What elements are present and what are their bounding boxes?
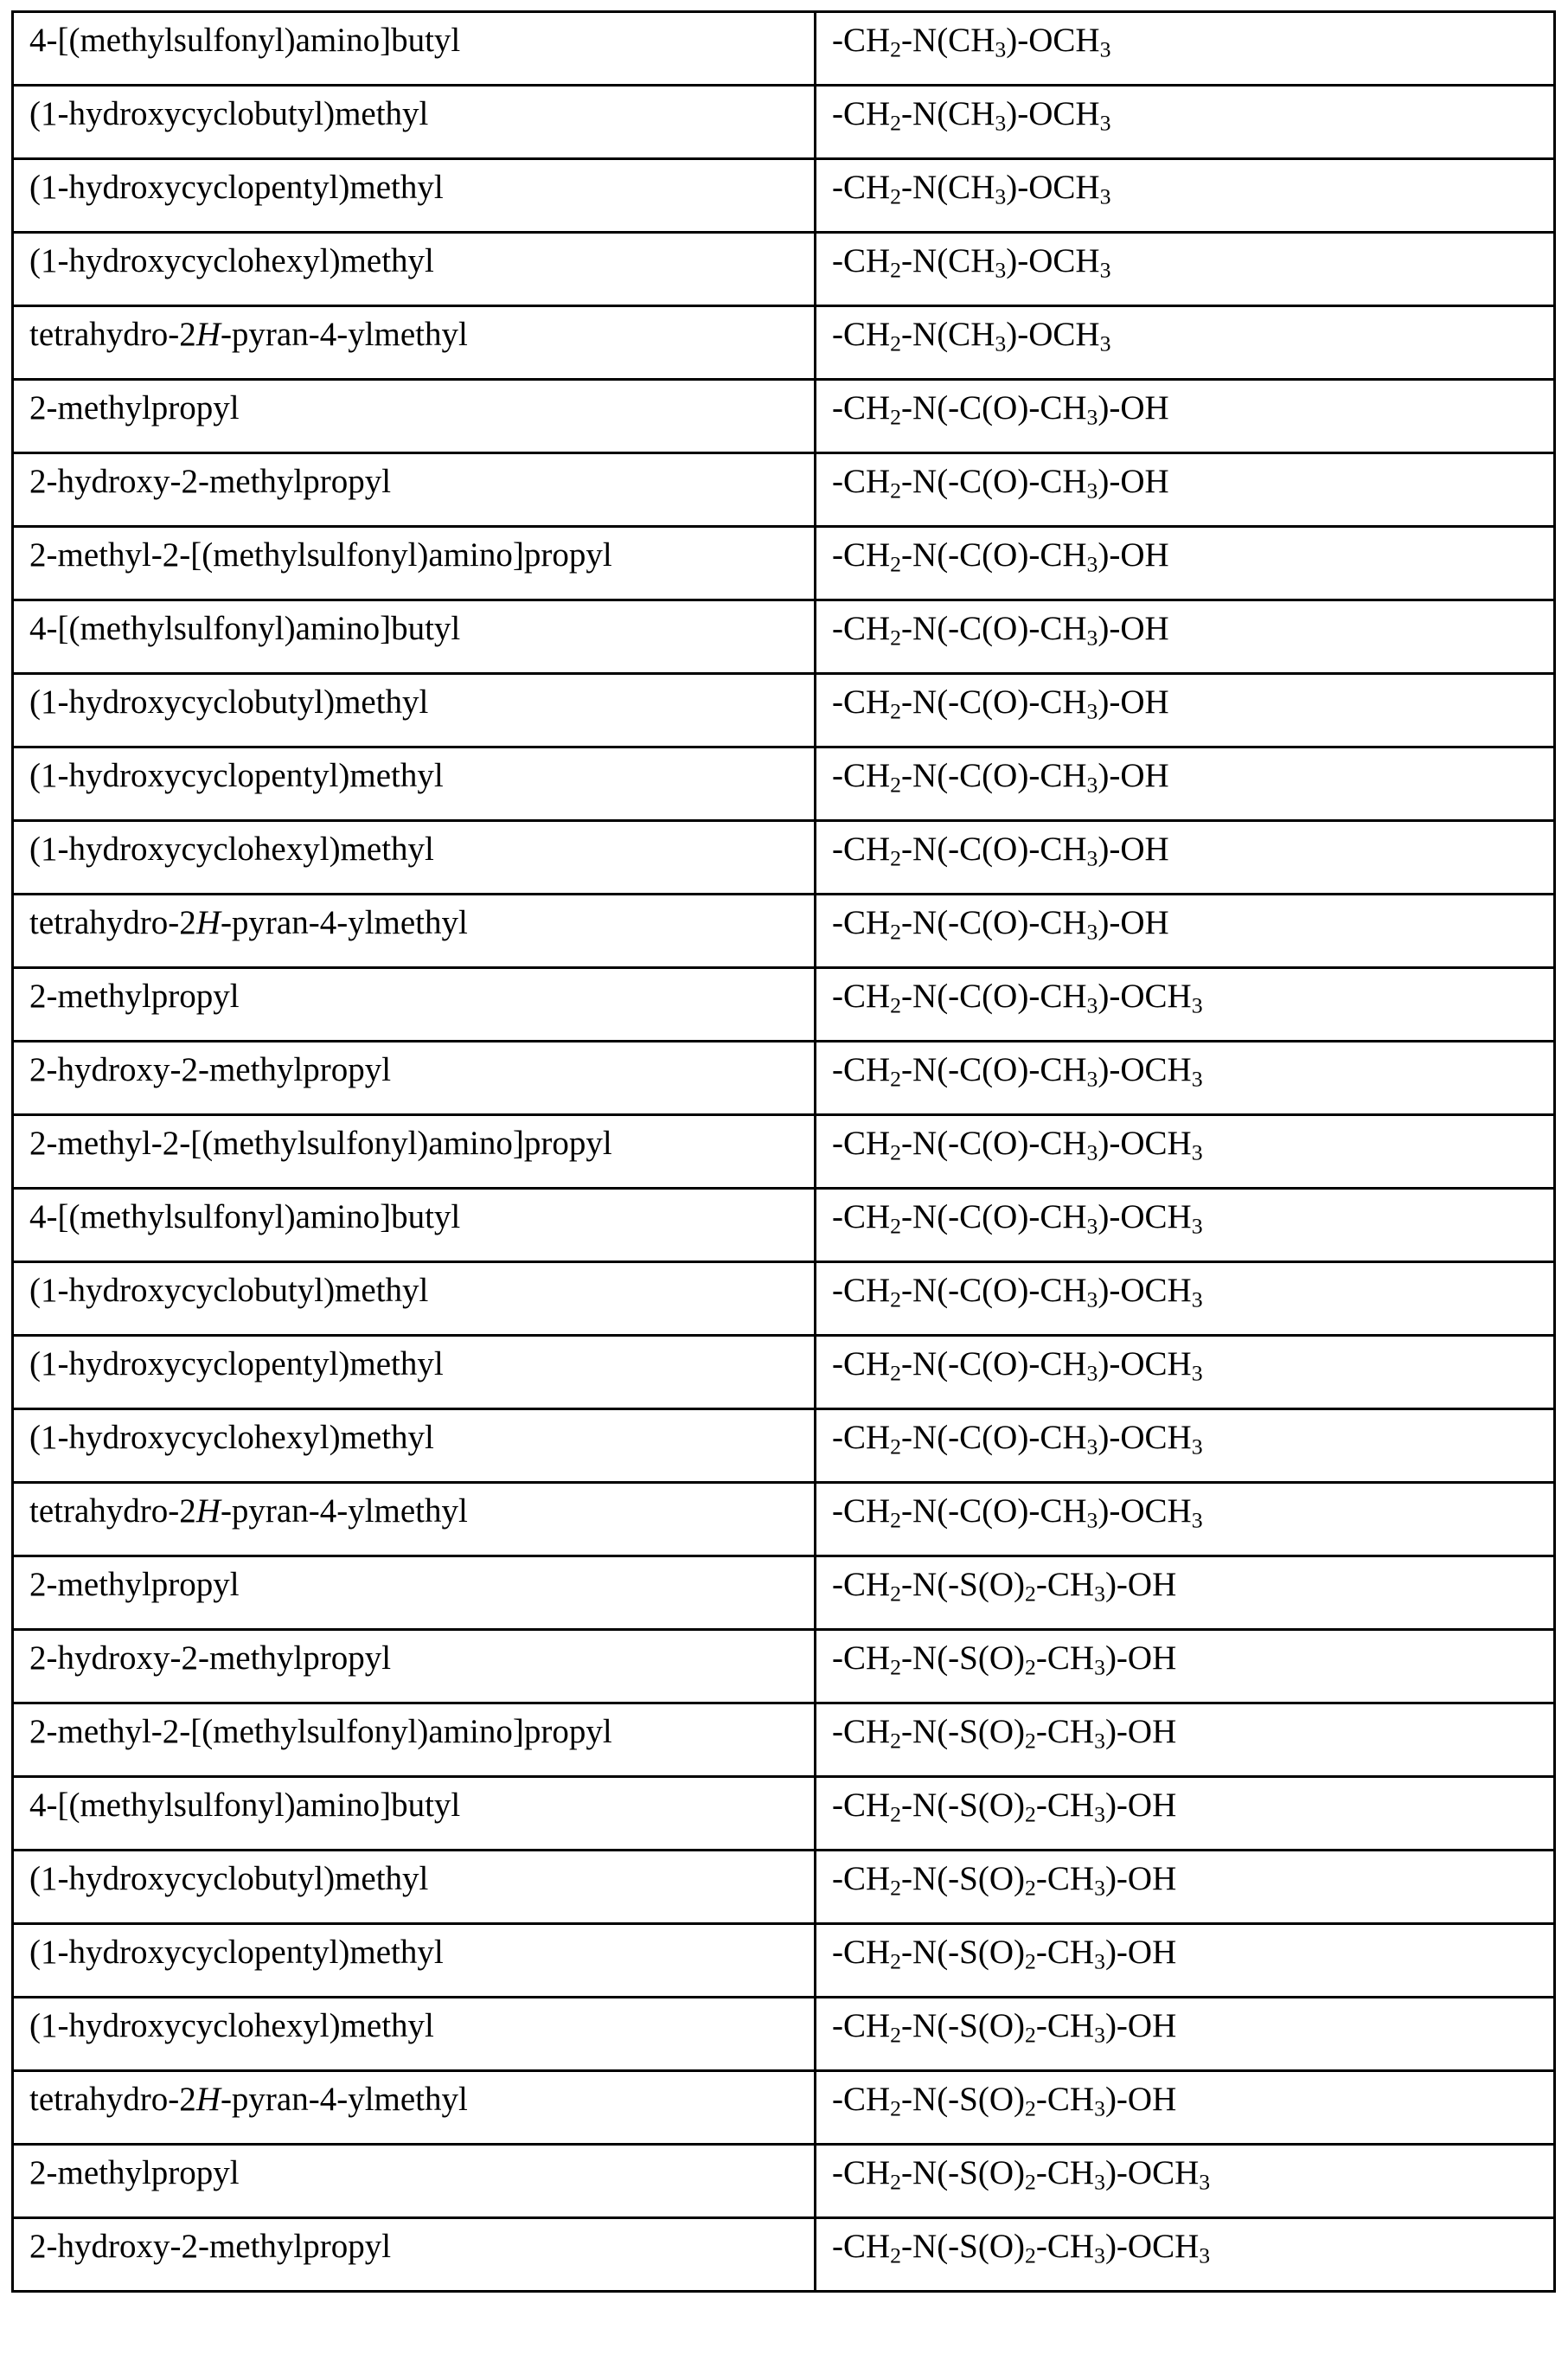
substituent-name: 4-[(methylsulfonyl)amino]butyl: [29, 1787, 461, 1824]
group-formula-cell: [816, 895, 1555, 968]
table-row: [13, 527, 1555, 600]
group-formula: $-CH_2-N(-C(O)-CH_3)-OH$: [832, 831, 1169, 871]
substituent-cell: [13, 380, 816, 453]
substituent-cell: [13, 1483, 816, 1556]
table-row: [13, 453, 1555, 527]
group-formula: $-CH_2-N(-S(O)_2-CH_3)-OCH_3$: [832, 2154, 1211, 2195]
group-formula: $-CH_2-N(-C(O)-CH_3)-OCH_3$: [832, 1345, 1203, 1386]
substituent-name: 4-[(methylsulfonyl)amino]butyl: [29, 22, 461, 59]
substituent-name: 2-hydroxy-2-methylpropyl: [29, 1051, 392, 1088]
group-formula-cell: [816, 86, 1555, 159]
substituent-cell: [13, 895, 816, 968]
substituent-cell: [13, 747, 816, 821]
group-formula-cell: [816, 1115, 1555, 1189]
table-row: [13, 1630, 1555, 1703]
substituent-name: tetrahydro-2H-pyran-4-ylmethyl: [29, 316, 468, 353]
group-formula: $-CH_2-N(-S(O)_2-CH_3)-OH$: [832, 1566, 1177, 1607]
substituent-name: 2-hydroxy-2-methylpropyl: [29, 463, 392, 500]
group-formula-cell: [816, 1042, 1555, 1115]
substituent-cell: [13, 527, 816, 600]
substituent-cell: [13, 1777, 816, 1851]
table-row: [13, 1042, 1555, 1115]
group-formula-cell: [816, 453, 1555, 527]
substituent-name: (1-hydroxycyclohexyl)methyl: [29, 2007, 434, 2044]
substituent-cell: [13, 1998, 816, 2071]
substituent-name: (1-hydroxycyclobutyl)methyl: [29, 683, 429, 721]
group-formula-cell: [816, 527, 1555, 600]
substituent-name: 2-hydroxy-2-methylpropyl: [29, 2228, 392, 2265]
group-formula-cell: [816, 1777, 1555, 1851]
substituent-name: 2-methyl-2-[(methylsulfonyl)amino]propyl: [29, 536, 612, 574]
substituent-name: tetrahydro-2H-pyran-4-ylmethyl: [29, 904, 468, 941]
group-formula: $-CH_2-N(CH_3)-OCH_3$: [832, 169, 1111, 209]
substituent-name: 4-[(methylsulfonyl)amino]butyl: [29, 610, 461, 647]
group-formula: $-CH_2-N(-S(O)_2-CH_3)-OH$: [832, 1787, 1177, 1827]
table-row: [13, 895, 1555, 968]
table-row: [13, 600, 1555, 674]
table-row: [13, 1556, 1555, 1630]
group-formula-cell: [816, 12, 1555, 86]
table-row: [13, 747, 1555, 821]
substituent-cell: [13, 1703, 816, 1777]
table-row: [13, 1409, 1555, 1483]
substituent-cell: [13, 1409, 816, 1483]
group-formula-cell: [816, 1336, 1555, 1409]
table-row: [13, 1483, 1555, 1556]
group-formula-cell: [816, 747, 1555, 821]
group-formula: $-CH_2-N(-C(O)-CH_3)-OH$: [832, 904, 1169, 945]
substituent-cell: [13, 233, 816, 306]
substituent-name: (1-hydroxycyclobutyl)methyl: [29, 1272, 429, 1309]
substituent-name: 2-methylpropyl: [29, 978, 240, 1015]
group-formula-cell: [816, 674, 1555, 747]
table-body: [13, 12, 1555, 2292]
group-formula-cell: [816, 1998, 1555, 2071]
table-row: [13, 233, 1555, 306]
table-row: [13, 821, 1555, 895]
group-formula: $-CH_2-N(-C(O)-CH_3)-OCH_3$: [832, 1272, 1203, 1312]
group-formula-cell: [816, 380, 1555, 453]
substituent-name: 2-methylpropyl: [29, 2154, 240, 2191]
substituent-cell: [13, 306, 816, 380]
substituent-cell: [13, 2071, 816, 2145]
substituent-cell: [13, 159, 816, 233]
table-row: [13, 380, 1555, 453]
substituent-name: (1-hydroxycyclopentyl)methyl: [29, 169, 444, 206]
substituent-cell: [13, 2218, 816, 2292]
substituent-cell: [13, 821, 816, 895]
table-row: [13, 1115, 1555, 1189]
substituent-cell: [13, 2145, 816, 2218]
substituent-cell: [13, 12, 816, 86]
substituent-cell: [13, 1851, 816, 1924]
substituent-cell: [13, 1924, 816, 1998]
table-row: [13, 1262, 1555, 1336]
group-formula: $-CH_2-N(-C(O)-CH_3)-OH$: [832, 536, 1169, 577]
substituent-name: (1-hydroxycyclohexyl)methyl: [29, 1419, 434, 1456]
group-formula: $-CH_2-N(CH_3)-OCH_3$: [832, 95, 1111, 136]
group-formula: $-CH_2-N(-S(O)_2-CH_3)-OH$: [832, 2007, 1177, 2048]
group-formula-cell: [816, 821, 1555, 895]
substituent-cell: [13, 1115, 816, 1189]
substituent-name: (1-hydroxycyclopentyl)methyl: [29, 1934, 444, 1971]
table-row: [13, 1703, 1555, 1777]
group-formula-cell: [816, 2071, 1555, 2145]
table-row: [13, 2145, 1555, 2218]
group-formula: $-CH_2-N(CH_3)-OCH_3$: [832, 22, 1111, 62]
substituent-cell: [13, 1336, 816, 1409]
table-row: [13, 2071, 1555, 2145]
substituent-cell: [13, 453, 816, 527]
table-row: [13, 1998, 1555, 2071]
substituent-name: (1-hydroxycyclopentyl)methyl: [29, 757, 444, 794]
group-formula-cell: [816, 159, 1555, 233]
group-formula: $-CH_2-N(-C(O)-CH_3)-OH$: [832, 389, 1169, 430]
group-formula: $-CH_2-N(-S(O)_2-CH_3)-OH$: [832, 1860, 1177, 1901]
table-row: [13, 12, 1555, 86]
table-row: [13, 674, 1555, 747]
substituent-table: [11, 10, 1556, 2293]
group-formula-cell: [816, 1262, 1555, 1336]
substituent-name: 2-methylpropyl: [29, 1566, 240, 1603]
group-formula-cell: [816, 1703, 1555, 1777]
table-row: [13, 306, 1555, 380]
substituent-cell: [13, 600, 816, 674]
group-formula: $-CH_2-N(-C(O)-CH_3)-OH$: [832, 683, 1169, 724]
group-formula-cell: [816, 2218, 1555, 2292]
group-formula-cell: [816, 1924, 1555, 1998]
group-formula: $-CH_2-N(-C(O)-CH_3)-OH$: [832, 463, 1169, 504]
group-formula: $-CH_2-N(-C(O)-CH_3)-OCH_3$: [832, 1051, 1203, 1092]
group-formula-cell: [816, 1483, 1555, 1556]
group-formula: $-CH_2-N(-S(O)_2-CH_3)-OH$: [832, 2081, 1177, 2121]
substituent-name: 2-methyl-2-[(methylsulfonyl)amino]propyl: [29, 1713, 612, 1750]
group-formula: $-CH_2-N(-S(O)_2-CH_3)-OCH_3$: [832, 2228, 1211, 2268]
substituent-cell: [13, 1042, 816, 1115]
table-row: [13, 1336, 1555, 1409]
group-formula-cell: [816, 1409, 1555, 1483]
group-formula: $-CH_2-N(-C(O)-CH_3)-OCH_3$: [832, 1125, 1203, 1165]
group-formula: $-CH_2-N(-S(O)_2-CH_3)-OH$: [832, 1934, 1177, 1974]
group-formula-cell: [816, 233, 1555, 306]
group-formula: $-CH_2-N(CH_3)-OCH_3$: [832, 316, 1111, 356]
substituent-name: (1-hydroxycyclobutyl)methyl: [29, 1860, 429, 1897]
table-row: [13, 86, 1555, 159]
group-formula-cell: [816, 2145, 1555, 2218]
group-formula-cell: [816, 1851, 1555, 1924]
substituent-name: (1-hydroxycyclopentyl)methyl: [29, 1345, 444, 1382]
substituent-cell: [13, 968, 816, 1042]
substituent-name: 4-[(methylsulfonyl)amino]butyl: [29, 1198, 461, 1235]
group-formula-cell: [816, 306, 1555, 380]
group-formula-cell: [816, 1189, 1555, 1262]
substituent-cell: [13, 1189, 816, 1262]
group-formula: $-CH_2-N(-C(O)-CH_3)-OCH_3$: [832, 978, 1203, 1018]
group-formula: $-CH_2-N(-C(O)-CH_3)-OCH_3$: [832, 1419, 1203, 1459]
group-formula: $-CH_2-N(-C(O)-CH_3)-OCH_3$: [832, 1198, 1203, 1239]
substituent-name: (1-hydroxycyclohexyl)methyl: [29, 831, 434, 868]
group-formula-cell: [816, 968, 1555, 1042]
group-formula: $-CH_2-N(CH_3)-OCH_3$: [832, 242, 1111, 283]
table-row: [13, 968, 1555, 1042]
substituent-cell: [13, 674, 816, 747]
group-formula-cell: [816, 1630, 1555, 1703]
substituent-name: (1-hydroxycyclohexyl)methyl: [29, 242, 434, 279]
group-formula-cell: [816, 600, 1555, 674]
substituent-name: tetrahydro-2H-pyran-4-ylmethyl: [29, 2081, 468, 2118]
group-formula-cell: [816, 1556, 1555, 1630]
substituent-cell: [13, 1556, 816, 1630]
substituent-name: tetrahydro-2H-pyran-4-ylmethyl: [29, 1492, 468, 1530]
substituent-name: 2-methyl-2-[(methylsulfonyl)amino]propyl: [29, 1125, 612, 1162]
group-formula: $-CH_2-N(-C(O)-CH_3)-OCH_3$: [832, 1492, 1203, 1533]
table-row: [13, 2218, 1555, 2292]
substituent-cell: [13, 1262, 816, 1336]
group-formula: $-CH_2-N(-S(O)_2-CH_3)-OH$: [832, 1713, 1177, 1754]
table-row: [13, 1777, 1555, 1851]
substituent-name: 2-hydroxy-2-methylpropyl: [29, 1639, 392, 1677]
table-row: [13, 1189, 1555, 1262]
substituent-cell: [13, 86, 816, 159]
group-formula: $-CH_2-N(-C(O)-CH_3)-OH$: [832, 757, 1169, 798]
substituent-name: 2-methylpropyl: [29, 389, 240, 427]
table-row: [13, 1851, 1555, 1924]
group-formula: $-CH_2-N(-S(O)_2-CH_3)-OH$: [832, 1639, 1177, 1680]
table-row: [13, 1924, 1555, 1998]
group-formula: $-CH_2-N(-C(O)-CH_3)-OH$: [832, 610, 1169, 651]
substituent-name: (1-hydroxycyclobutyl)methyl: [29, 95, 429, 132]
substituent-cell: [13, 1630, 816, 1703]
table-row: [13, 159, 1555, 233]
